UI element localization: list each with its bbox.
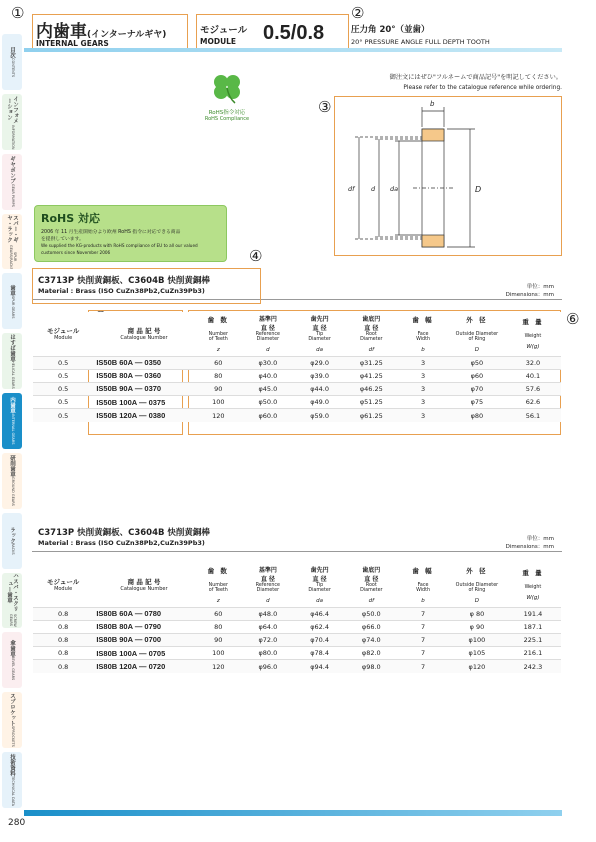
col-header-en: Tip xyxy=(316,332,324,338)
col-header-en: Diameter xyxy=(308,337,331,343)
sidebar-tab-label: ギヤポンプ xyxy=(9,156,16,184)
col-header-ref xyxy=(242,312,294,356)
table-row xyxy=(33,647,561,660)
table-cell: 242.3 xyxy=(505,660,561,673)
sidebar-tab-label-en: INTERNAL GEARS xyxy=(10,413,15,445)
table-cell: 3 xyxy=(397,396,449,409)
marker-4-box xyxy=(32,268,261,304)
table-cell: 0.5 xyxy=(33,356,93,369)
clover-icon xyxy=(199,70,255,104)
title-box xyxy=(32,14,188,52)
module-label-en: MODULE xyxy=(200,37,237,46)
col-header-root xyxy=(345,563,397,607)
table-cell: 60 xyxy=(195,607,242,620)
col-header-teeth xyxy=(195,312,242,356)
col-header-en: Width xyxy=(416,587,430,593)
col-header-sym: d xyxy=(266,598,270,605)
table-cell: 62.6 xyxy=(505,396,561,409)
sidebar-tab-label-en: RACKS xyxy=(10,543,15,555)
rohs-text-1: 2006 年 11 月生産開始分より欧州 RoHS 指令に対応できる商品 xyxy=(41,230,181,235)
table-cell: 7 xyxy=(397,660,449,673)
table-cell: φ80 xyxy=(449,409,505,422)
col-header-en: Diameter xyxy=(308,588,331,594)
table-row xyxy=(33,369,561,382)
col-header-en: Weight xyxy=(524,334,542,340)
col-header-jp: 直 径 xyxy=(312,576,327,584)
col-header-jp: モジュール xyxy=(47,578,80,587)
col-header-od xyxy=(449,563,505,607)
col-header-sym: D xyxy=(474,346,480,353)
sidebar-tab[interactable] xyxy=(2,94,22,150)
table-cell: φ72.0 xyxy=(242,633,294,646)
table-cell: 216.1 xyxy=(505,647,561,660)
table-cell: IS50B 80A — 0360 xyxy=(93,369,194,382)
col-header-en: of Teeth xyxy=(208,587,228,593)
table-cell: 191.4 xyxy=(505,607,561,620)
rohs-logo-jp: RoHS指令対応 xyxy=(208,110,246,116)
col-header-en: Face xyxy=(417,331,429,337)
col-header-sym: z xyxy=(216,346,220,353)
unit-jp: 単位：mm xyxy=(526,284,554,290)
table-cell: 7 xyxy=(397,633,449,646)
table-cell: φ31.25 xyxy=(345,356,397,369)
sidebar-tab[interactable] xyxy=(2,154,22,210)
table-cell: φ78.4 xyxy=(294,647,346,660)
col-header-en: of Teeth xyxy=(208,336,228,342)
sidebar-tab-label-en: HELICAL GEARS xyxy=(10,361,15,389)
col-header-en: Number xyxy=(208,582,228,588)
col-header-en: Width xyxy=(416,336,430,342)
marker-6: ⑥ xyxy=(566,310,580,328)
sidebar-tab-label: インフォメーション xyxy=(6,95,19,124)
table-cell: φ50.0 xyxy=(345,607,397,620)
table-cell: φ82.0 xyxy=(345,647,397,660)
col-header-sym: z xyxy=(216,597,220,604)
table-cell: φ41.25 xyxy=(345,369,397,382)
table-cell: φ46.25 xyxy=(345,382,397,395)
table-cell: 3 xyxy=(397,382,449,395)
col-header-tip xyxy=(294,312,346,356)
table-cell: 60 xyxy=(195,356,242,369)
table-cell: φ46.4 xyxy=(294,607,346,620)
page-title: 内歯車 xyxy=(36,22,87,42)
unit-en: Dimensions：mm xyxy=(505,292,554,298)
table-cell: φ30.0 xyxy=(242,356,294,369)
col-header-jp: 重 量 xyxy=(522,318,544,327)
dim-df: df xyxy=(348,185,355,193)
table-cell: 100 xyxy=(195,647,242,660)
material-en: Material : Brass (ISO CuZn38Pb2,CuZn39Pb3) xyxy=(38,287,205,295)
table-cell: φ59.0 xyxy=(294,409,346,422)
section-2-header xyxy=(32,524,562,552)
col-header-en: Root xyxy=(365,583,377,589)
sidebar-tab-label-en: SPUR GEARS/RACKS xyxy=(9,244,17,270)
sidebar-tab-label-en: INFORMATION xyxy=(10,125,15,150)
sidebar-tab[interactable] xyxy=(2,513,22,569)
table-cell: 0.8 xyxy=(33,633,93,646)
gear-diagram-box xyxy=(334,96,562,256)
col-header-jp: 外 径 xyxy=(466,566,488,575)
dim-d: d xyxy=(371,185,376,193)
rohs-box xyxy=(34,205,227,262)
order-note-en: Please refer to the catalogue reference while ordering. xyxy=(403,85,562,91)
col-header-jp: 歯 数 xyxy=(207,566,229,575)
col-header-en: Weight xyxy=(524,585,542,591)
table-row xyxy=(33,356,561,369)
table-cell: IS50B 90A — 0370 xyxy=(93,382,194,395)
sidebar-tab[interactable] xyxy=(2,214,22,270)
table-cell: φ62.4 xyxy=(294,620,346,633)
col-header-jp: 商 品 記 号 xyxy=(127,578,161,587)
spec-table-1 xyxy=(33,312,561,422)
footer-rule xyxy=(24,810,562,816)
col-header-tip xyxy=(294,563,346,607)
table-cell: φ48.0 xyxy=(242,607,294,620)
sidebar-tab[interactable] xyxy=(2,34,22,90)
sidebar-tab[interactable] xyxy=(2,692,22,748)
marker-5: ⑤ xyxy=(94,308,108,326)
table-cell: φ66.0 xyxy=(345,620,397,633)
col-header-catalogue xyxy=(93,563,194,607)
col-header-teeth xyxy=(195,563,242,607)
table-cell: 120 xyxy=(195,409,242,422)
unit-en: Dimensions：mm xyxy=(505,544,554,550)
col-header-jp: 歯先円 xyxy=(310,567,329,575)
table-cell: 90 xyxy=(195,633,242,646)
col-header-en: Reference xyxy=(255,332,280,338)
table-cell: 100 xyxy=(195,396,242,409)
col-header-en: Diameter xyxy=(360,588,383,594)
table-cell: 80 xyxy=(195,620,242,633)
col-header-jp: 歯 数 xyxy=(207,315,229,324)
sidebar-tab-label: ハスバ・スクリュー歯車 xyxy=(6,572,19,612)
table-cell: IS80B 100A — 0705 xyxy=(93,647,194,660)
col-header-en: Catalogue Number xyxy=(120,586,168,593)
page-title-sub: (インターナルギヤ) xyxy=(87,30,167,40)
col-header-en: Diameter xyxy=(256,588,280,594)
col-header-weight xyxy=(505,312,561,356)
sidebar-tab-label: 技術資料 xyxy=(9,754,16,777)
table-row xyxy=(33,396,561,409)
col-header-module xyxy=(33,563,93,607)
order-note-jp: 御注文にはぜひ"フルネームで商品記号"を明記してください。 xyxy=(389,74,562,81)
sidebar-tab-label-en: GROUND GEARS xyxy=(10,477,15,507)
table-cell: 187.1 xyxy=(505,620,561,633)
rohs-text-3: We supplied the KG-products with RoHS compliance of EU to all our valued xyxy=(41,243,198,248)
col-header-root xyxy=(345,312,397,356)
sidebar-tab-label: 目次 xyxy=(9,46,16,58)
table-cell: 0.8 xyxy=(33,647,93,660)
table-cell: φ 80 xyxy=(449,607,505,620)
col-header-jp: 重 量 xyxy=(522,569,544,578)
col-header-sym: D xyxy=(474,597,480,604)
col-header-jp: 基準円 xyxy=(258,316,277,324)
rohs-logo-en: RoHS Compliance xyxy=(204,116,250,122)
table-cell: 3 xyxy=(397,409,449,422)
col-header-en: Tip xyxy=(316,583,324,589)
col-header-jp: 直 径 xyxy=(260,325,275,333)
col-header-jp: 直 径 xyxy=(260,576,275,584)
rohs-text-4: customers since November 2006 xyxy=(41,250,111,255)
sidebar-tab[interactable] xyxy=(2,752,22,808)
table-cell: IS50B 100A — 0375 xyxy=(93,396,194,409)
table-cell: 32.0 xyxy=(505,356,561,369)
page-title-en: INTERNAL GEARS xyxy=(36,39,109,48)
sidebar-tab-label-en: BEVEL GEARS xyxy=(10,656,15,681)
rohs-logo xyxy=(199,70,255,120)
rohs-title: RoHS 対応 xyxy=(41,212,100,225)
table-cell: 7 xyxy=(397,647,449,660)
col-header-sym: da xyxy=(316,347,324,354)
col-header-sym: df xyxy=(368,347,375,354)
col-header-sym: b xyxy=(421,597,425,604)
table-cell: φ94.4 xyxy=(294,660,346,673)
col-header-jp: 歯底円 xyxy=(362,316,381,324)
table-cell: 0.5 xyxy=(33,396,93,409)
col-header-jp: 直 径 xyxy=(364,576,379,584)
col-header-en: Diameter xyxy=(360,337,383,343)
col-header-weight xyxy=(505,563,561,607)
table-cell: IS80B 80A — 0790 xyxy=(93,620,194,633)
pressure-angle-en: 20° PRESSURE ANGLE FULL DEPTH TOOTH xyxy=(351,38,490,46)
table-cell: φ98.0 xyxy=(345,660,397,673)
module-label-jp: モジュール xyxy=(200,25,248,36)
col-header-jp: 基準円 xyxy=(258,567,277,575)
table-cell: φ60 xyxy=(449,369,505,382)
table-cell: φ105 xyxy=(449,647,505,660)
col-header-sym: W(g) xyxy=(526,344,540,351)
sidebar-tab-label-en: CONTENTS xyxy=(10,57,15,77)
table-cell: 40.1 xyxy=(505,369,561,382)
table-cell: 0.5 xyxy=(33,369,93,382)
table-cell: φ96.0 xyxy=(242,660,294,673)
col-header-en: Diameter xyxy=(256,337,280,343)
table-cell: φ 90 xyxy=(449,620,505,633)
col-header-en: Number xyxy=(208,331,228,337)
col-header-sym: d xyxy=(266,347,270,354)
col-header-en: Module xyxy=(54,335,73,342)
table-cell: IS80B 60A — 0780 xyxy=(93,607,194,620)
table-cell: φ80.0 xyxy=(242,647,294,660)
col-header-en: Module xyxy=(54,586,73,593)
table-cell: φ45.0 xyxy=(242,382,294,395)
pressure-angle-jp: 圧力角 20°（並歯） xyxy=(351,25,430,35)
marker-4: ④ xyxy=(249,247,263,265)
table-cell: IS80B 90A — 0700 xyxy=(93,633,194,646)
table-cell: φ44.0 xyxy=(294,382,346,395)
table-cell: φ74.0 xyxy=(345,633,397,646)
col-header-jp: 歯底円 xyxy=(362,567,381,575)
rohs-text-2: を提供しています。 xyxy=(41,237,84,242)
col-header-en: Outside Diameter xyxy=(455,331,499,337)
module-box xyxy=(196,14,349,52)
table-cell: φ60.0 xyxy=(242,409,294,422)
table-cell: 7 xyxy=(397,607,449,620)
sidebar-tab[interactable] xyxy=(2,632,22,688)
table-cell: φ39.0 xyxy=(294,369,346,382)
col-header-jp: モジュール xyxy=(47,327,80,336)
col-header-en: of Ring xyxy=(468,336,486,342)
table-row xyxy=(33,633,561,646)
sidebar-tab-label: はすば歯車 xyxy=(9,333,16,362)
sidebar-tab-label-en: SPUR GEARS xyxy=(10,295,15,318)
table-cell: IS80B 120A — 0720 xyxy=(93,660,194,673)
col-header-sym: W(g) xyxy=(526,595,540,602)
table-cell: IS50B 120A — 0380 xyxy=(93,409,194,422)
table-cell: φ120 xyxy=(449,660,505,673)
col-header-en: Root xyxy=(365,332,377,338)
sidebar-tab[interactable] xyxy=(2,273,22,329)
table-cell: φ49.0 xyxy=(294,396,346,409)
material-en: Material : Brass (ISO CuZn38Pb2,CuZn39Pb3) xyxy=(38,539,205,547)
table-cell: 56.1 xyxy=(505,409,561,422)
table-row xyxy=(33,620,561,633)
table-cell: 3 xyxy=(397,356,449,369)
material-jp: C3713P 快削黄銅板、C3604B 快削黄銅棒 xyxy=(38,276,210,286)
col-header-sym: da xyxy=(316,598,324,605)
sidebar-tab-label: スプロケット xyxy=(9,693,16,727)
col-header-face xyxy=(397,563,449,607)
table-cell: φ50 xyxy=(449,356,505,369)
unit-jp: 単位：mm xyxy=(526,536,554,542)
table-cell: 225.1 xyxy=(505,633,561,646)
table-row xyxy=(33,382,561,395)
sidebar-tab-label-en: SPROCKETS xyxy=(10,726,15,748)
sidebar-tab-label-en: SCREW GEARS xyxy=(9,613,17,627)
sidebar-tab[interactable] xyxy=(2,333,22,389)
col-header-ref xyxy=(242,563,294,607)
col-header-jp: 直 径 xyxy=(312,325,327,333)
sidebar-tab-label-en: GEAR PUMPS xyxy=(10,183,15,207)
material-jp: C3713P 快削黄銅板、C3604B 快削黄銅棒 xyxy=(38,528,210,538)
sidebar-tab-label-en: TECHNICAL DATA xyxy=(10,776,15,807)
col-header-en: of Ring xyxy=(468,587,486,593)
sidebar-tab-label: 歯車 xyxy=(9,284,16,296)
table-cell: 0.8 xyxy=(33,660,93,673)
col-header-sym: b xyxy=(421,346,425,353)
table-cell: 57.6 xyxy=(505,382,561,395)
col-header-en: Face xyxy=(417,582,429,588)
sidebar xyxy=(0,32,24,810)
sidebar-tab-label: スパー・ギヤ・ラック xyxy=(6,215,19,243)
table-cell: φ64.0 xyxy=(242,620,294,633)
table-cell: 7 xyxy=(397,620,449,633)
col-header-module xyxy=(33,312,93,356)
col-header-en: Catalogue Number xyxy=(120,335,168,342)
table-cell: φ29.0 xyxy=(294,356,346,369)
col-header-en: Outside Diameter xyxy=(455,582,499,588)
sidebar-tab[interactable] xyxy=(2,453,22,509)
page-number: 280 xyxy=(8,818,26,828)
table-cell: φ75 xyxy=(449,396,505,409)
col-header-od xyxy=(449,312,505,356)
dim-b: b xyxy=(430,100,435,108)
col-header-jp: 歯先円 xyxy=(310,316,329,324)
col-header-sym: df xyxy=(368,598,375,605)
table-row xyxy=(33,409,561,422)
table-cell: 90 xyxy=(195,382,242,395)
table-cell: φ70 xyxy=(449,382,505,395)
table-cell: 80 xyxy=(195,369,242,382)
table-cell: φ40.0 xyxy=(242,369,294,382)
sidebar-tab-label: 傘歯車 xyxy=(9,639,16,657)
col-header-jp: 直 径 xyxy=(364,325,379,333)
table-cell: 3 xyxy=(397,369,449,382)
table-cell: φ50.0 xyxy=(242,396,294,409)
col-header-jp: 外 径 xyxy=(466,315,488,324)
sidebar-tab-label: ラック xyxy=(9,526,16,544)
table-cell: IS50B 60A — 0350 xyxy=(93,356,194,369)
marker-2: ② xyxy=(351,4,365,22)
gear-diagram xyxy=(335,97,560,254)
col-header-catalogue xyxy=(93,312,194,356)
marker-3: ③ xyxy=(318,98,332,116)
table-cell: 0.5 xyxy=(33,382,93,395)
table-row xyxy=(33,660,561,673)
dim-D: D xyxy=(475,185,482,194)
table-cell: φ100 xyxy=(449,633,505,646)
header-rule xyxy=(24,48,562,52)
table-cell: 120 xyxy=(195,660,242,673)
spec-table-2 xyxy=(33,563,561,673)
sidebar-tab[interactable] xyxy=(2,573,22,629)
col-header-jp: 歯 幅 xyxy=(412,315,434,324)
table-row xyxy=(33,607,561,620)
module-value: 0.5/0.8 xyxy=(263,22,325,44)
sidebar-tab-label: 研削歯車 xyxy=(9,455,16,478)
table-cell: 0.8 xyxy=(33,620,93,633)
marker-1: ① xyxy=(11,4,25,22)
col-header-jp: 歯 幅 xyxy=(412,566,434,575)
table-cell: 0.5 xyxy=(33,409,93,422)
table-cell: φ70.4 xyxy=(294,633,346,646)
col-header-en: Reference xyxy=(255,583,280,589)
dim-da: da xyxy=(390,185,399,193)
sidebar-tab[interactable] xyxy=(2,393,22,449)
table-cell: 0.8 xyxy=(33,607,93,620)
table-cell: φ51.25 xyxy=(345,396,397,409)
col-header-face xyxy=(397,312,449,356)
col-header-jp: 商 品 記 号 xyxy=(127,327,161,336)
sidebar-tab-label: 内歯車 xyxy=(9,397,16,414)
table-cell: φ61.25 xyxy=(345,409,397,422)
